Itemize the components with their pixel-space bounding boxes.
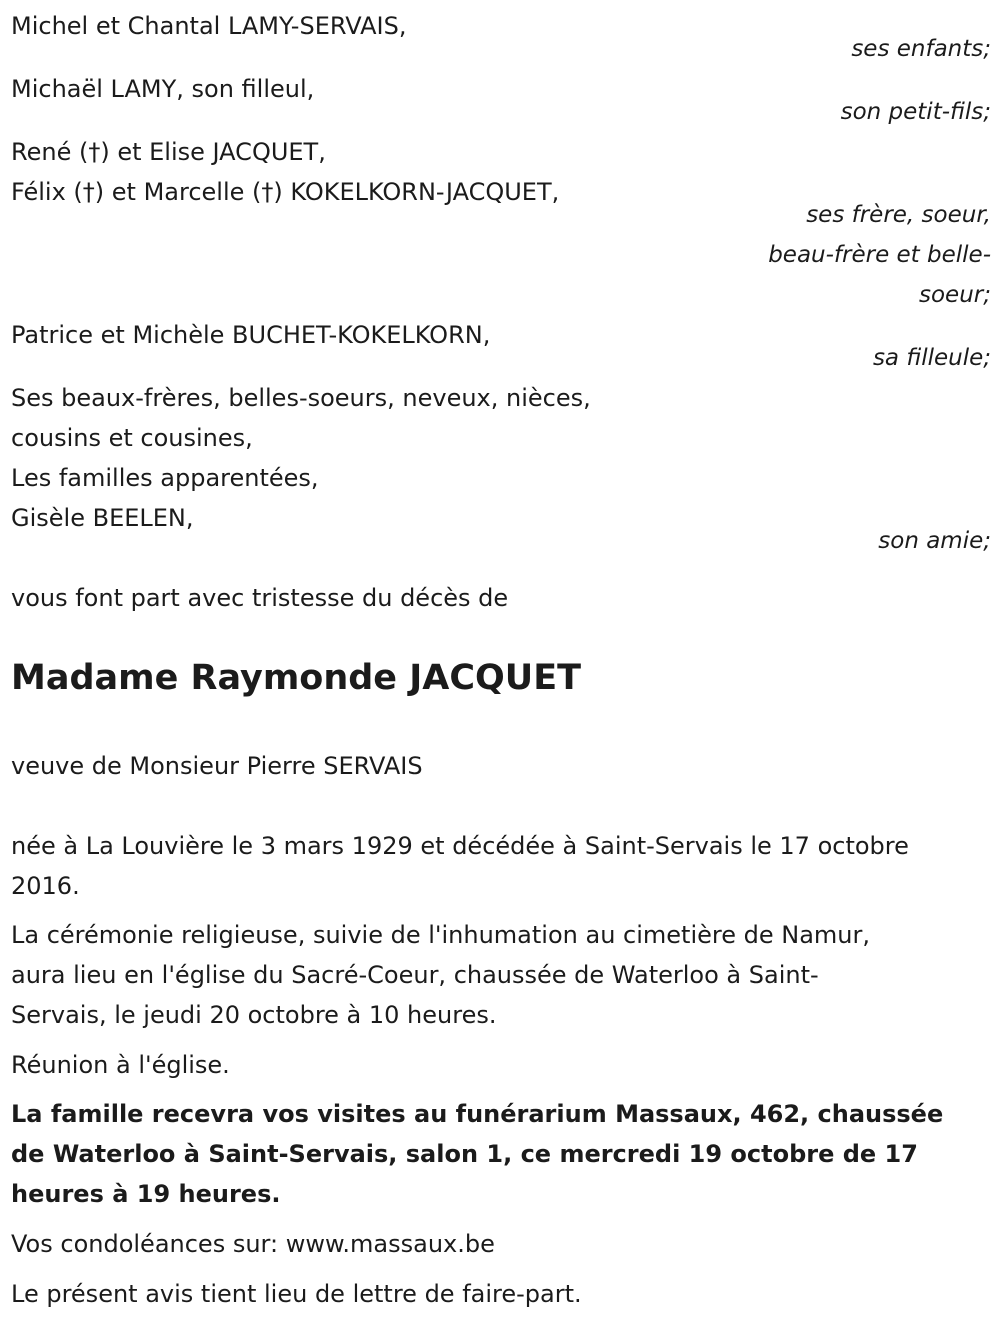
family-names: Gisèle BEELEN, <box>11 504 194 532</box>
paragraph-line: née à La Louvière le 3 mars 1929 et décédée à Saint-Servais le 17 octobre <box>11 832 909 860</box>
family-role: sa filleule; <box>872 345 991 371</box>
family-role: ses frère, soeur, <box>806 202 991 228</box>
family-role: son petit-fils; <box>840 99 991 125</box>
family-role: ses enfants; <box>851 36 991 62</box>
family-names: cousins et cousines, <box>11 424 253 452</box>
family-entry-children <box>11 6 991 69</box>
family-entry-siblings <box>11 132 991 315</box>
family-names: Ses beaux-frères, belles-soeurs, neveux, nièces, <box>11 384 591 412</box>
paragraph-line: La famille recevra vos visites au funérarium Massaux, 462, chaussée <box>11 1100 944 1128</box>
deceased-name: Madame Raymonde JACQUET <box>11 658 581 698</box>
family-role: soeur; <box>919 282 991 308</box>
paragraph-line: Servais, le jeudi 20 octobre à 10 heures. <box>11 1001 497 1029</box>
announcement-text: vous font part avec tristesse du décès de <box>11 584 509 612</box>
condolences-text: Vos condoléances sur: www.massaux.be <box>11 1230 495 1258</box>
meeting-text: Réunion à l'église. <box>11 1051 230 1079</box>
paragraph-line: heures à 19 heures. <box>11 1180 281 1208</box>
family-names: Michel et Chantal LAMY-SERVAIS, <box>11 12 407 40</box>
family-names: René (†) et Elise JACQUET, <box>11 138 326 166</box>
paragraph-line: La cérémonie religieuse, suivie de l'inhumation au cimetière de Namur, <box>11 921 870 949</box>
family-names: Michaël LAMY, son filleul, <box>11 75 315 103</box>
paragraph-line: 2016. <box>11 872 80 900</box>
family-names: Patrice et Michèle BUCHET-KOKELKORN, <box>11 321 491 349</box>
family-role: son amie; <box>878 528 991 554</box>
family-role: beau-frère et belle- <box>768 242 991 268</box>
family-names: Les familles apparentées, <box>11 464 319 492</box>
ceremony-paragraph <box>11 915 991 1035</box>
paragraph-line: aura lieu en l'église du Sacré-Coeur, chaussée de Waterloo à Saint- <box>11 961 819 989</box>
birth-death-paragraph <box>11 826 991 906</box>
notice-text: Le présent avis tient lieu de lettre de faire-part. <box>11 1280 582 1308</box>
family-entry-grandson <box>11 69 991 132</box>
family-entry-extended <box>11 378 991 561</box>
family-names: Félix (†) et Marcelle (†) KOKELKORN-JACQUET, <box>11 178 560 206</box>
visits-paragraph <box>11 1094 991 1214</box>
spouse-text: veuve de Monsieur Pierre SERVAIS <box>11 752 423 780</box>
paragraph-line: de Waterloo à Saint-Servais, salon 1, ce mercredi 19 octobre de 17 <box>11 1140 918 1168</box>
family-entry-goddaughter <box>11 315 991 378</box>
